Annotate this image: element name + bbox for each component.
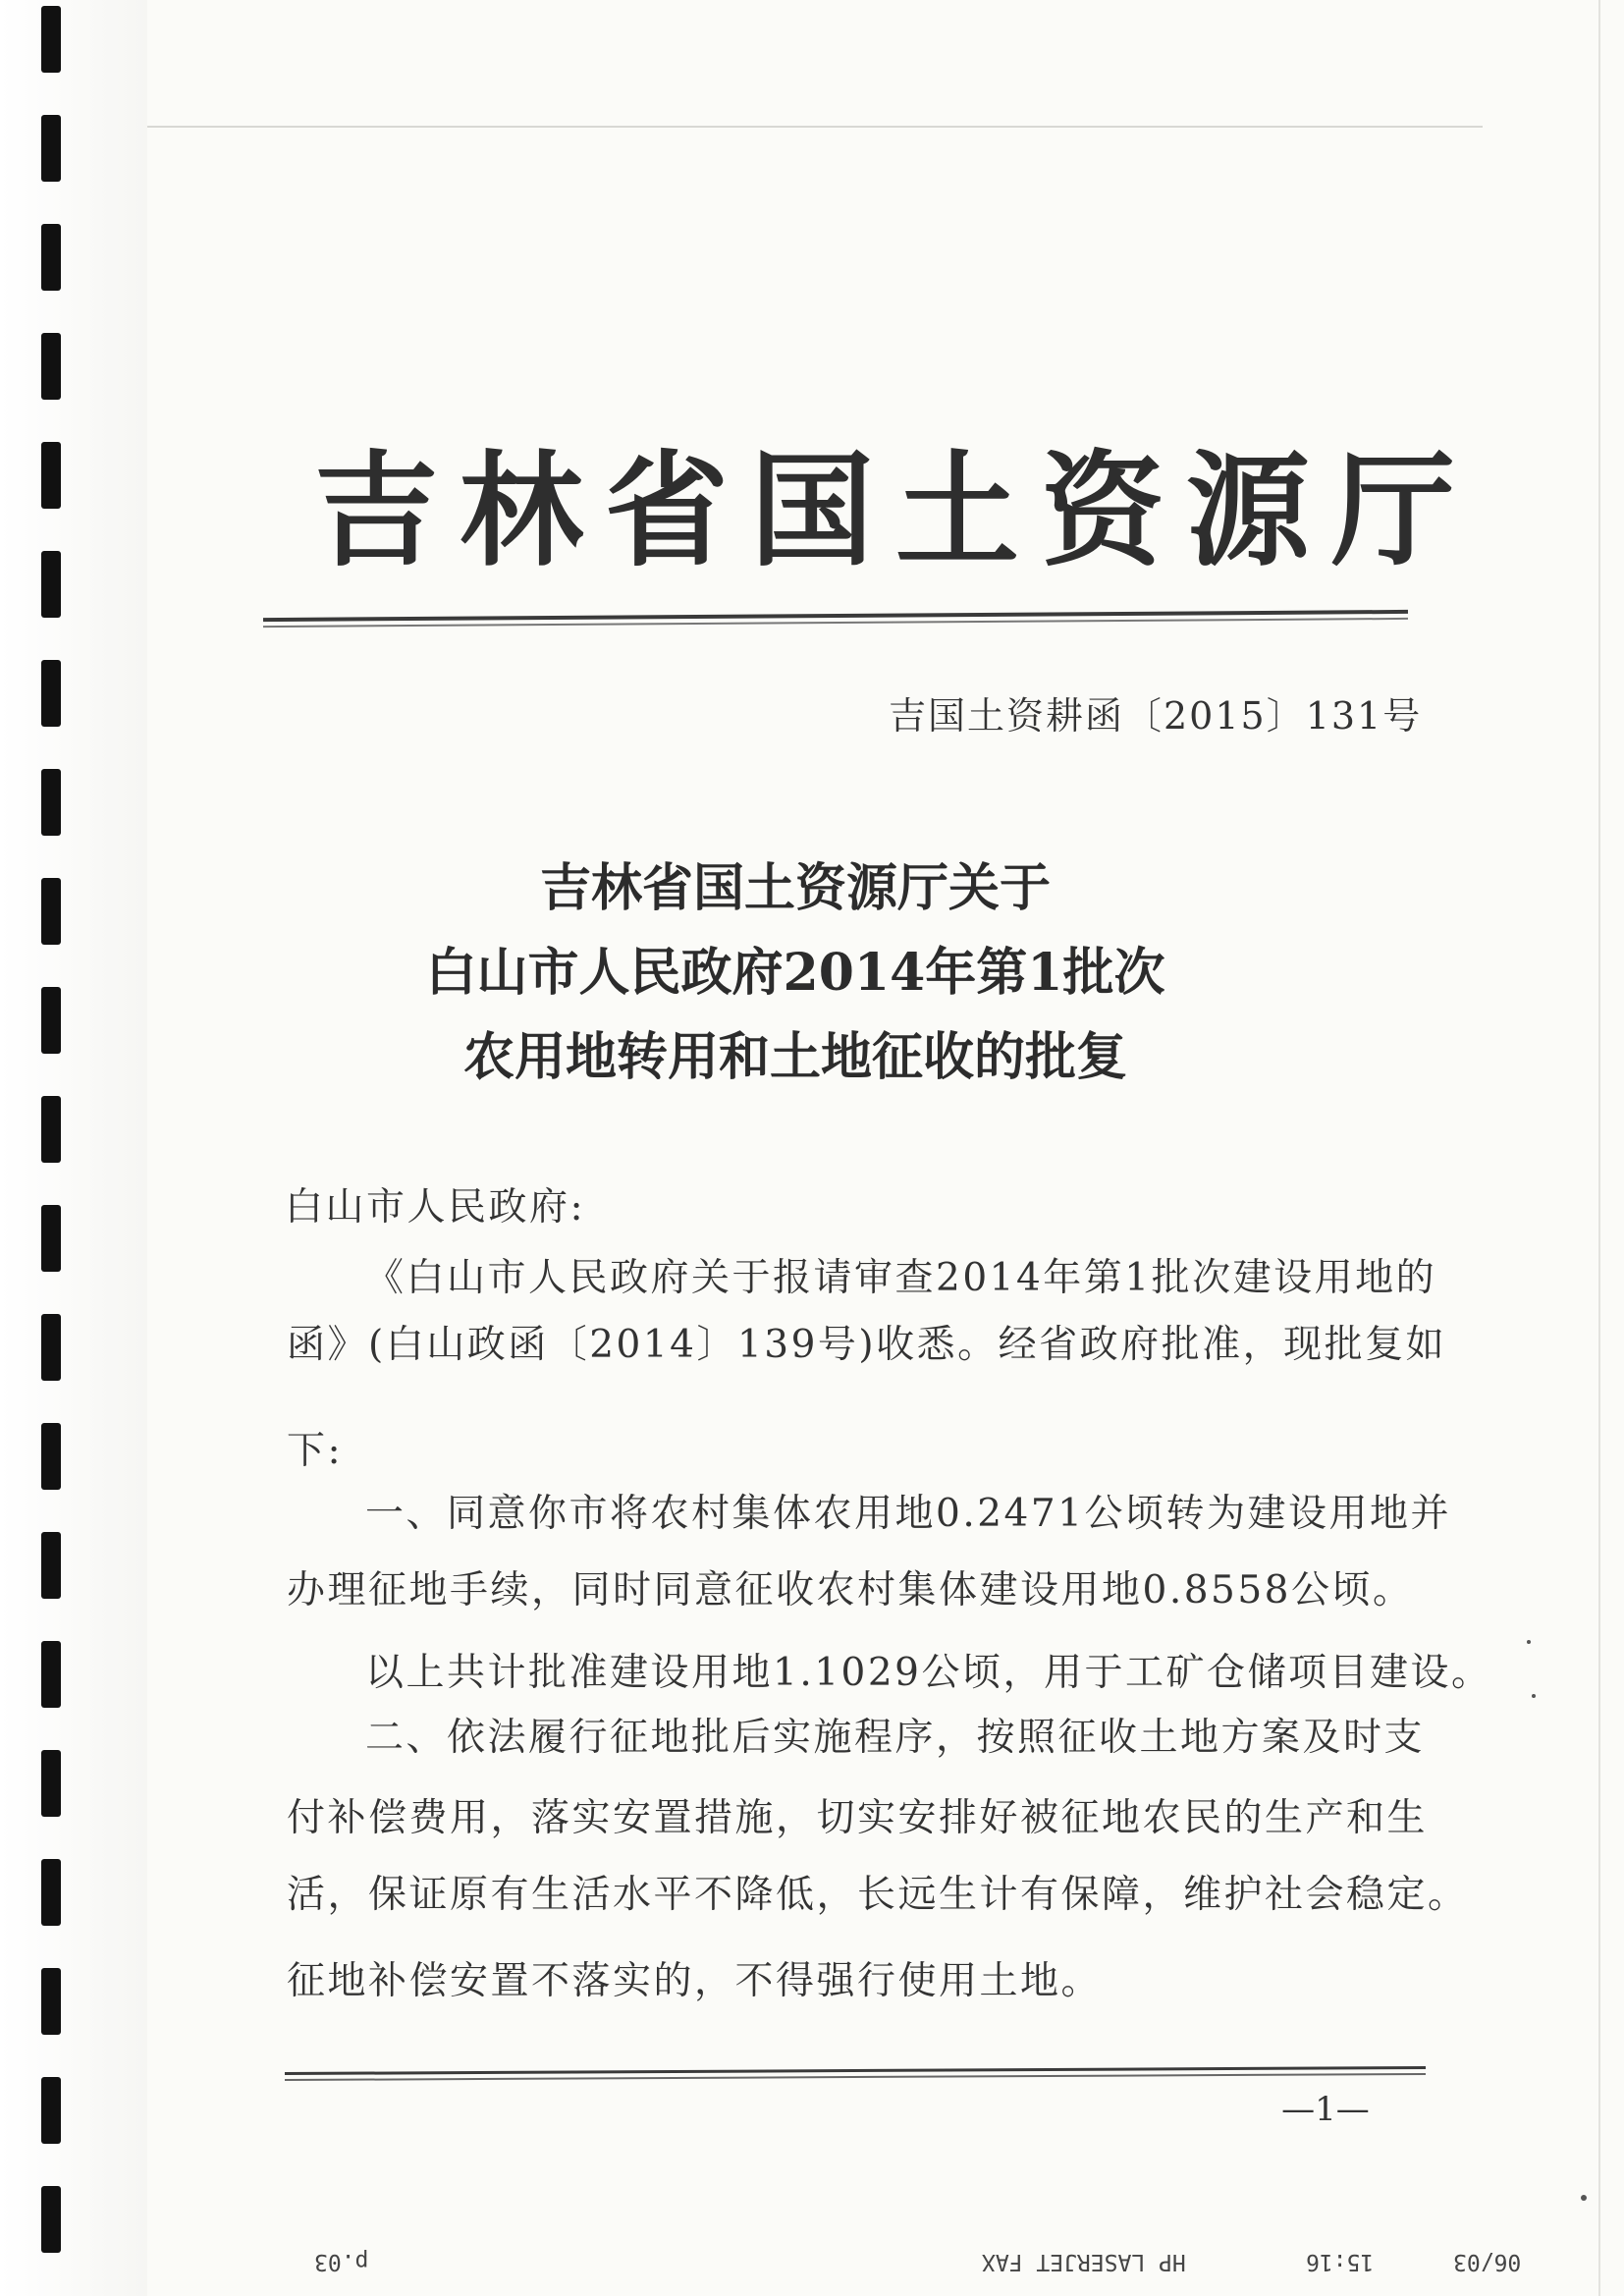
page-number: —1— [1281,2090,1370,2129]
paragraph-line: 活，保证原有生活水平不降低，长远生计有保障，维护社会稳定。 [287,1873,1469,1917]
paragraph-line: 办理征地手续，同时同意征收农村集体建设用地0.8558公顷。 [287,1568,1414,1613]
scan-edge-line [147,126,1483,128]
fax-time-label: 15:16 [1306,2249,1375,2274]
title-line: 吉林省国土资源厅关于 [539,858,1051,918]
paragraph-line: 征地补偿安置不落实的，不得强行使用土地。 [287,1959,1103,2003]
fax-device-label: HP LASERJET FAX [982,2249,1186,2274]
binding-hole [41,333,61,400]
title-line: 白山市人民政府2014年第1批次 [425,943,1165,1003]
scan-margin [0,0,147,2296]
document-number: 吉国土资耕函〔2015〕131号 [889,694,1423,738]
binding-hole [41,1641,61,1708]
letterhead-organization: 吉林省国土资源厅 [314,438,1477,583]
document-title [295,847,1296,1100]
scan-speck [1527,1640,1531,1644]
binding-hole [41,987,61,1054]
binding-hole [41,1968,61,2035]
binding-hole [41,1205,61,1272]
fax-date-label: 06/03 [1453,2249,1522,2274]
binding-hole [41,769,61,836]
paragraph-line: 下: [287,1429,344,1473]
recipient: 白山市人民政府: [285,1185,586,1230]
scan-speck [1581,2195,1587,2201]
binding-hole [41,1859,61,1926]
binding-hole [41,1750,61,1817]
paragraph-line: 一、同意你市将农村集体农用地0.2471公顷转为建设用地并 [365,1492,1451,1536]
binding-hole [41,2186,61,2253]
binding-hole [41,878,61,945]
binding-hole [41,224,61,291]
binding-hole [41,1314,61,1381]
scan-speck [1532,1694,1536,1698]
paragraph-line: 付补偿费用，落实安置措施，切实安排好被征地农民的生产和生 [287,1796,1429,1840]
paragraph-line: 以上共计批准建设用地1.1029公顷，用于工矿仓储项目建设。 [365,1651,1492,1695]
binding-hole [41,1532,61,1599]
binding-hole [41,442,61,509]
binding-hole [41,6,61,73]
binding-hole [41,1096,61,1163]
binding-hole [41,2077,61,2144]
paragraph-line: 二、依法履行征地批后实施程序，按照征收土地方案及时支 [365,1716,1426,1760]
scan-right-edge [1598,0,1600,2296]
binding-hole [41,551,61,618]
paragraph-line: 函》(白山政函〔2014〕139号)收悉。经省政府批准，现批复如 [287,1323,1447,1367]
fax-page-label: p.03 [314,2249,369,2274]
paragraph-line: 《白山市人民政府关于报请审查2014年第1批次建设用地的 [365,1256,1437,1300]
binding-hole [41,1423,61,1490]
footer-rule-thin [285,2073,1426,2081]
title-line: 农用地转用和土地征收的批复 [462,1027,1127,1087]
binding-hole [41,115,61,182]
binding-hole [41,660,61,727]
